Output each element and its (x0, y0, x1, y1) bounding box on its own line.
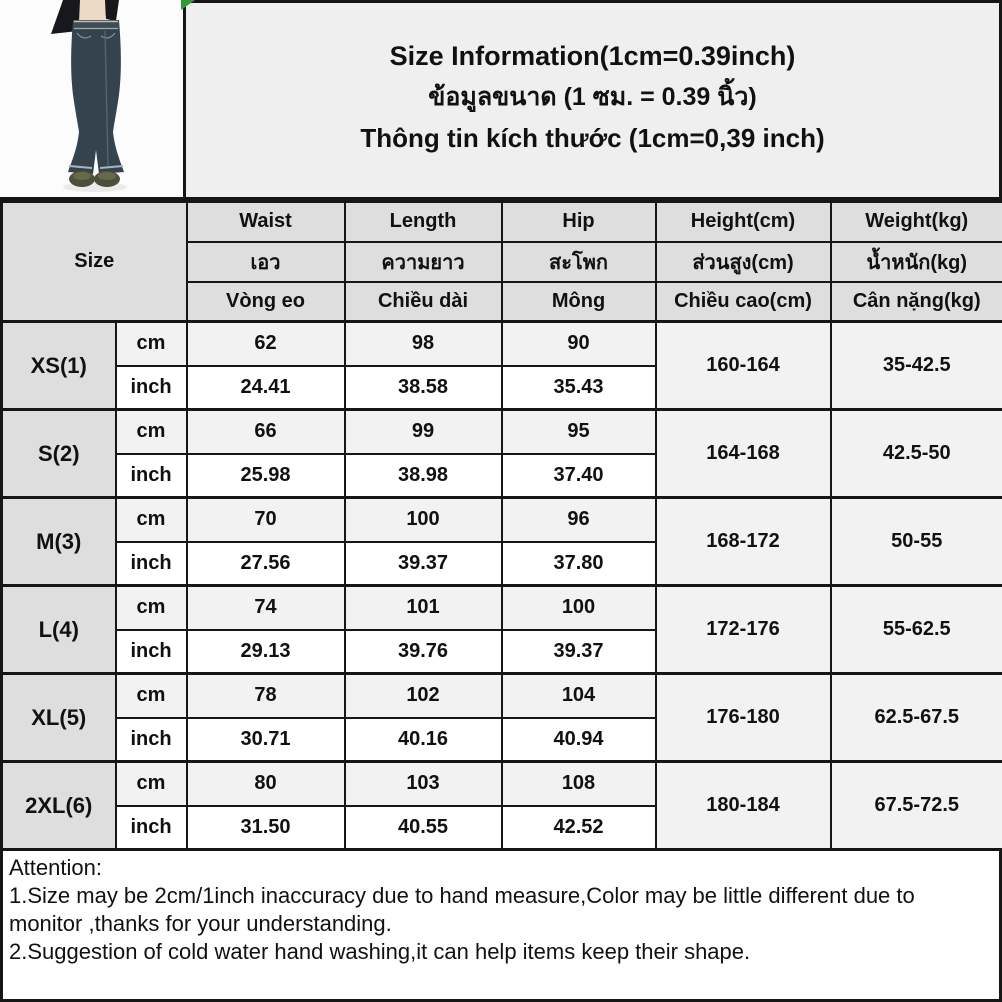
size-label-cell: M(3) (2, 498, 116, 586)
value-cell: 40.94 (502, 718, 656, 762)
value-cell: 74 (187, 586, 345, 630)
title-vietnamese: Thông tin kích thước (1cm=0,39 inch) (360, 123, 825, 153)
value-cell: 38.58 (345, 366, 502, 410)
column-header-length-th: ความยาว (345, 242, 502, 282)
value-cell: 100 (502, 586, 656, 630)
value-cell: 103 (345, 762, 502, 806)
attention-heading: Attention: (9, 855, 102, 880)
value-cell: 24.41 (187, 366, 345, 410)
value-cell: 38.98 (345, 454, 502, 498)
unit-cell-cm: cm (116, 322, 187, 366)
value-cell: 30.71 (187, 718, 345, 762)
size-table-header (2, 202, 1002, 322)
weight-range-cell: 67.5-72.5 (831, 762, 1002, 850)
height-range-cell: 180-184 (656, 762, 831, 850)
size-row-group (2, 498, 1002, 586)
title-thai: ข้อมูลขนาด (1 ซม. = 0.39 นิ้ว) (428, 83, 757, 111)
value-cell: 96 (502, 498, 656, 542)
value-cell: 62 (187, 322, 345, 366)
column-header-hip-th: สะโพก (502, 242, 656, 282)
value-cell: 29.13 (187, 630, 345, 674)
value-cell: 27.56 (187, 542, 345, 586)
size-row-group (2, 674, 1002, 762)
unit-cell-cm: cm (116, 498, 187, 542)
value-cell: 70 (187, 498, 345, 542)
value-cell: 40.16 (345, 718, 502, 762)
table-row-cm (2, 586, 1002, 630)
value-cell: 35.43 (502, 366, 656, 410)
value-cell: 39.76 (345, 630, 502, 674)
column-header-hip-vi: Mông (502, 282, 656, 322)
value-cell: 80 (187, 762, 345, 806)
value-cell: 37.80 (502, 542, 656, 586)
value-cell: 37.40 (502, 454, 656, 498)
size-row-group (2, 586, 1002, 674)
weight-range-cell: 62.5-67.5 (831, 674, 1002, 762)
column-header-waist-th: เอว (187, 242, 345, 282)
unit-cell-inch: inch (116, 366, 187, 410)
value-cell: 90 (502, 322, 656, 366)
top-band (0, 0, 1002, 200)
size-label-cell: XL(5) (2, 674, 116, 762)
table-row-cm (2, 498, 1002, 542)
weight-range-cell: 55-62.5 (831, 586, 1002, 674)
size-row-group (2, 410, 1002, 498)
value-cell: 104 (502, 674, 656, 718)
size-label-cell: L(4) (2, 586, 116, 674)
unit-cell-inch: inch (116, 718, 187, 762)
weight-range-cell: 42.5-50 (831, 410, 1002, 498)
value-cell: 95 (502, 410, 656, 454)
column-header-weight-vi: Cân nặng(kg) (831, 282, 1002, 322)
value-cell: 100 (345, 498, 502, 542)
value-cell: 99 (345, 410, 502, 454)
column-header-height-vi: Chiều cao(cm) (656, 282, 831, 322)
column-header-weight-th: น้ำหนัก(kg) (831, 242, 1002, 282)
unit-cell-cm: cm (116, 410, 187, 454)
table-row-cm (2, 322, 1002, 366)
unit-cell-cm: cm (116, 674, 187, 718)
table-row-cm (2, 410, 1002, 454)
size-row-group (2, 762, 1002, 850)
value-cell: 31.50 (187, 806, 345, 850)
unit-cell-inch: inch (116, 630, 187, 674)
height-range-cell: 176-180 (656, 674, 831, 762)
column-header-height-th: ส่วนสูง(cm) (656, 242, 831, 282)
size-row-group (2, 322, 1002, 410)
height-range-cell: 160-164 (656, 322, 831, 410)
unit-cell-inch: inch (116, 806, 187, 850)
size-label-cell: 2XL(6) (2, 762, 116, 850)
value-cell: 78 (187, 674, 345, 718)
value-cell: 66 (187, 410, 345, 454)
title-english: Size Information(1cm=0.39inch) (389, 41, 796, 71)
value-cell: 39.37 (345, 542, 502, 586)
jeans-illustration (0, 0, 183, 197)
column-header-hip-en: Hip (502, 202, 656, 242)
value-cell: 102 (345, 674, 502, 718)
corner-size-header: Size (2, 202, 187, 322)
title-block (186, 0, 1002, 200)
height-range-cell: 164-168 (656, 410, 831, 498)
attention-line-2: 2.Suggestion of cold water hand washing,it can help items keep their shape. (9, 939, 751, 964)
table-row-cm (2, 674, 1002, 718)
value-cell: 25.98 (187, 454, 345, 498)
product-photo (0, 0, 186, 200)
value-cell: 42.52 (502, 806, 656, 850)
weight-range-cell: 50-55 (831, 498, 1002, 586)
size-table (0, 200, 1002, 851)
column-header-waist-en: Waist (187, 202, 345, 242)
attention-line-1: 1.Size may be 2cm/1inch inaccuracy due to hand measure,Color may be little different due to monitor ,thanks for your understanding. (9, 883, 915, 936)
unit-cell-inch: inch (116, 454, 187, 498)
size-label-cell: XS(1) (2, 322, 116, 410)
value-cell: 108 (502, 762, 656, 806)
column-header-length-vi: Chiều dài (345, 282, 502, 322)
column-header-height-en: Height(cm) (656, 202, 831, 242)
weight-range-cell: 35-42.5 (831, 322, 1002, 410)
column-header-waist-vi: Vòng eo (187, 282, 345, 322)
value-cell: 98 (345, 322, 502, 366)
unit-cell-inch: inch (116, 542, 187, 586)
column-header-length-en: Length (345, 202, 502, 242)
value-cell: 39.37 (502, 630, 656, 674)
height-range-cell: 172-176 (656, 586, 831, 674)
size-label-cell: S(2) (2, 410, 116, 498)
table-row-cm (2, 762, 1002, 806)
value-cell: 101 (345, 586, 502, 630)
value-cell: 40.55 (345, 806, 502, 850)
unit-cell-cm: cm (116, 586, 187, 630)
unit-cell-cm: cm (116, 762, 187, 806)
column-header-weight-en: Weight(kg) (831, 202, 1002, 242)
height-range-cell: 168-172 (656, 498, 831, 586)
attention-note (0, 851, 1002, 1002)
